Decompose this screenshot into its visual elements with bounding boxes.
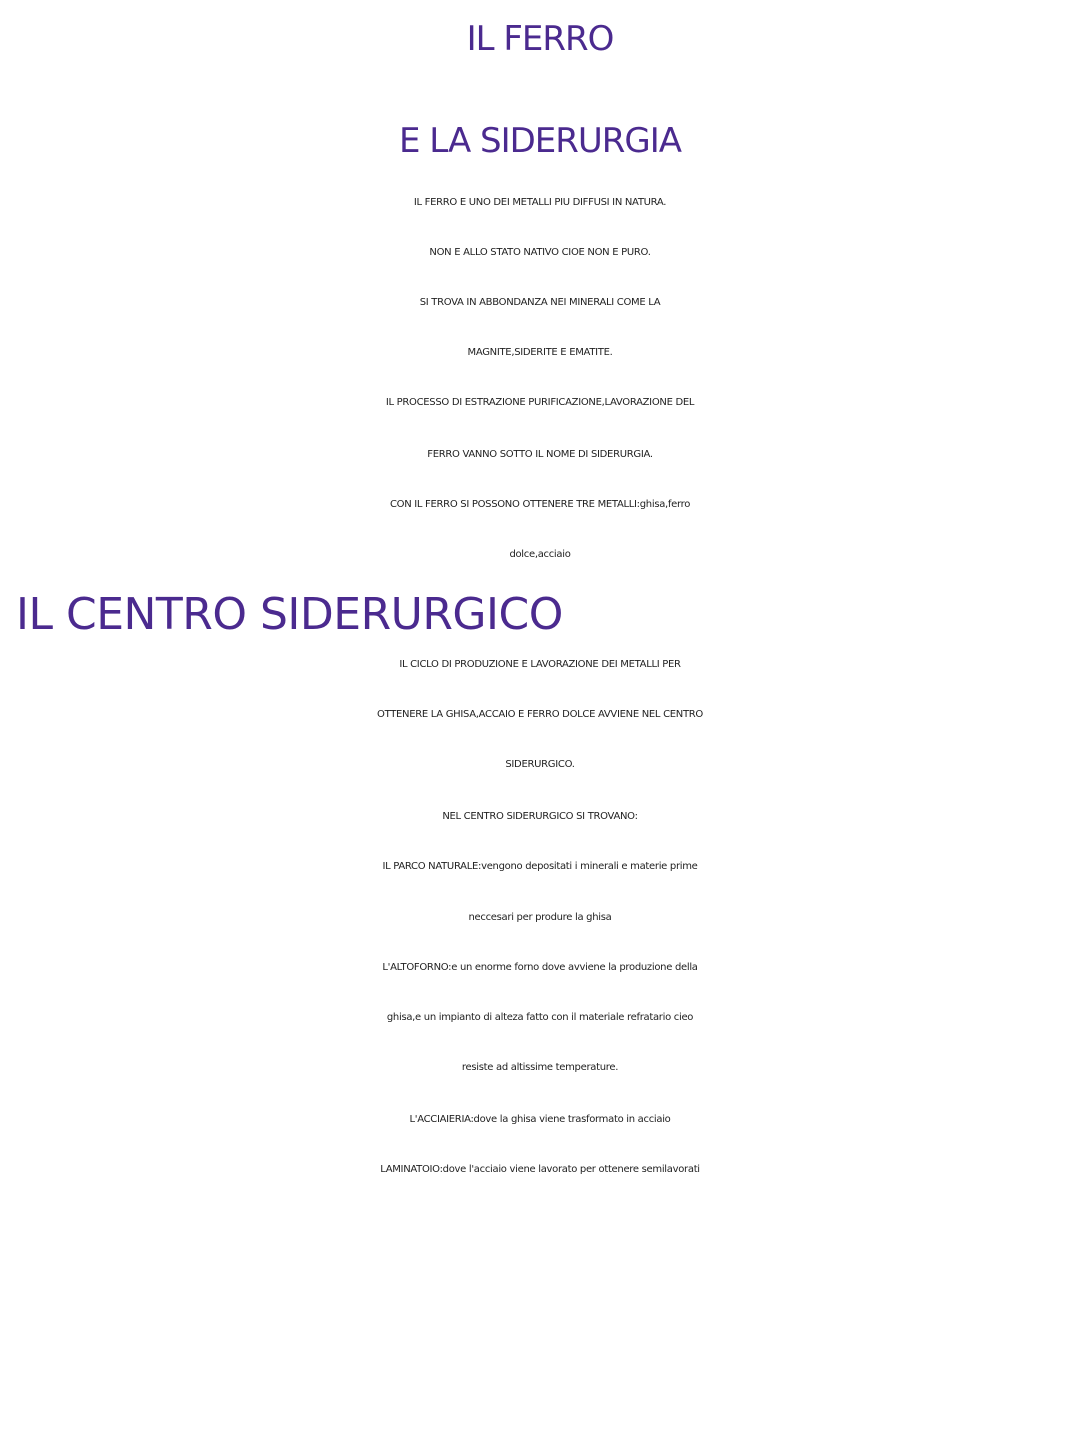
- page-title-line-2: E LA SIDERURGIA: [398, 121, 682, 161]
- section-line: IL PARCO NATURALE:vengono depositati i minerali e materie prime: [382, 861, 698, 872]
- intro-line: NON E ALLO STATO NATIVO CIOE NON E PURO.: [429, 247, 651, 258]
- section-line: SIDERURGICO.: [505, 759, 575, 770]
- section-line: neccesari per produre la ghisa: [468, 912, 612, 923]
- section-line: resiste ad altissime temperature.: [461, 1062, 619, 1073]
- section-line: OTTENERE LA GHISA,ACCAIO E FERRO DOLCE AVVIENE NEL CENTRO: [377, 709, 703, 720]
- section-line: LAMINATOIO:dove l'acciaio viene lavorato per ottenere semilavorati: [380, 1164, 700, 1175]
- section-line: L'ALTOFORNO:e un enorme forno dove avviene la produzione della: [382, 962, 698, 973]
- section-heading: IL CENTRO SIDERURGICO: [16, 589, 563, 640]
- section-line: IL CICLO DI PRODUZIONE E LAVORAZIONE DEI METALLI PER: [399, 659, 681, 670]
- intro-line: IL FERRO E UNO DEI METALLI PIU DIFFUSI IN NATURA.: [413, 197, 667, 208]
- section-line: NEL CENTRO SIDERURGICO SI TROVANO:: [442, 811, 638, 822]
- intro-line: CON IL FERRO SI POSSONO OTTENERE TRE METALLI:ghisa,ferro: [389, 499, 691, 510]
- section-line: ghisa,e un impianto di alteza fatto con il materiale refratario cieo: [386, 1012, 694, 1023]
- intro-line: SI TROVA IN ABBONDANZA NEI MINERALI COME LA: [419, 297, 661, 308]
- section-line: L'ACCIAIERIA:dove la ghisa viene trasformato in acciaio: [409, 1114, 671, 1125]
- intro-line: dolce,acciaio: [509, 549, 571, 560]
- intro-line: MAGNITE,SIDERITE E EMATITE.: [467, 347, 613, 358]
- intro-line: FERRO VANNO SOTTO IL NOME DI SIDERURGIA.: [427, 449, 653, 460]
- intro-line: IL PROCESSO DI ESTRAZIONE PURIFICAZIONE,LAVORAZIONE DEL: [385, 397, 695, 408]
- page-title-line-1: IL FERRO: [466, 19, 614, 59]
